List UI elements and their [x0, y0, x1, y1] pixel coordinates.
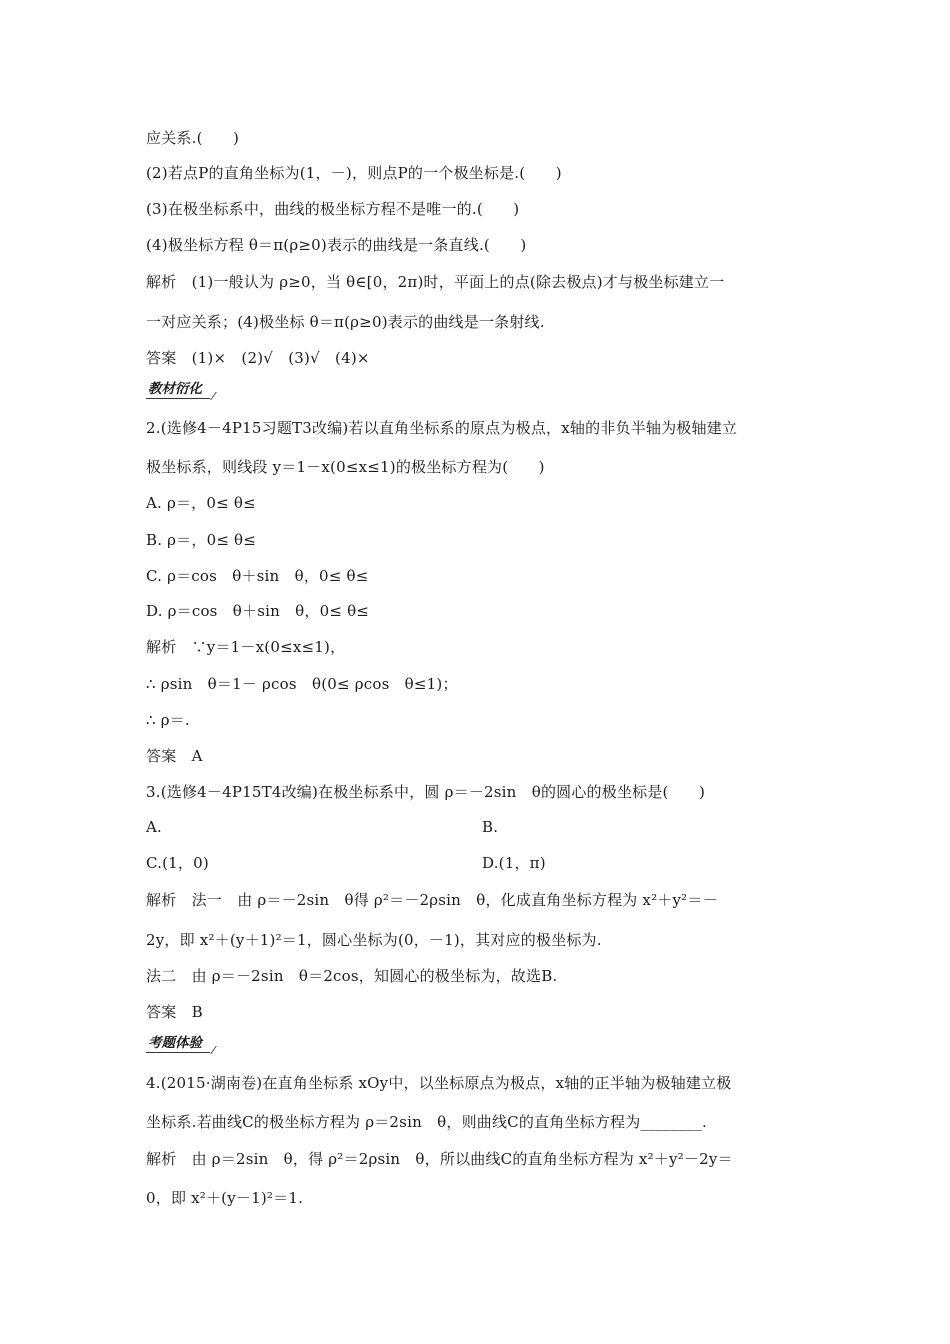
option-line: C. ρ＝cos θ＋sin θ，0≤ θ≤ — [146, 567, 369, 585]
section-tag-exam — [146, 1034, 204, 1054]
text-line: 法二 由 ρ＝－2sin θ＝2cos，知圆心的极坐标为，故选B. — [146, 967, 558, 985]
question-line: 极坐标系，则线段 y＝1－x(0≤x≤1)的极坐标方程为( ) — [146, 458, 545, 476]
option-b: B. — [482, 818, 499, 836]
text-line: 解析 法一 由 ρ＝－2sin θ得 ρ²＝－2ρsin θ，化成直角坐标方程为 x²＋y²＝－ — [146, 891, 718, 909]
option-d: D.(1，π) — [482, 854, 546, 872]
option-line: A. ρ＝，0≤ θ≤ — [146, 494, 256, 512]
option-a: A. — [146, 818, 163, 836]
section-tag-label: 考题体验 — [148, 1035, 202, 1051]
text-line: (4)极坐标方程 θ＝π(ρ≥0)表示的曲线是一条直线.( ) — [146, 236, 527, 254]
text-line: (3)在极坐标系中，曲线的极坐标方程不是唯一的.( ) — [146, 200, 520, 218]
tag-tick — [202, 1046, 217, 1054]
question-line: 3.(选修4－4P15T4改编)在极坐标系中，圆 ρ＝－2sin θ的圆心的极坐标是( ) — [146, 783, 706, 801]
text-line: 解析 由 ρ＝2sin θ，得 ρ²＝2ρsin θ，所以曲线C的直角坐标方程为 x²＋y²－2y＝ — [146, 1150, 733, 1168]
text-line: 2y，即 x²＋(y＋1)²＝1，圆心坐标为(0，－1)，其对应的极坐标为. — [146, 931, 602, 949]
text-line: ∴ ρsin θ＝1－ ρcos θ(0≤ ρcos θ≤1)； — [146, 675, 458, 693]
option-line: B. ρ＝，0≤ θ≤ — [146, 531, 257, 549]
text-line: 一对应关系；(4)极坐标 θ＝π(ρ≥0)表示的曲线是一条射线. — [146, 313, 545, 331]
text-line: (2)若点P的直角坐标为(1，－)，则点P的一个极坐标是.( ) — [146, 164, 562, 182]
text-line: 0，即 x²＋(y－1)²＝1. — [146, 1189, 304, 1207]
option-c: C.(1，0) — [146, 854, 209, 872]
tag-underline — [146, 396, 210, 399]
question-line: 2.(选修4－4P15习题T3改编)若以直角坐标系的原点为极点，x轴的非负半轴为极轴建立 — [146, 419, 738, 437]
text-line: 解析 (1)一般认为 ρ≥0，当 θ∈[0，2π)时，平面上的点(除去极点)才与极坐标建立一 — [146, 273, 725, 291]
text-line: 答案 (1)× (2)√ (3)√ (4)× — [146, 349, 370, 367]
option-line: D. ρ＝cos θ＋sin θ，0≤ θ≤ — [146, 602, 370, 620]
text-line: 应关系.( ) — [146, 129, 240, 147]
text-line: 答案 A — [146, 747, 203, 765]
text-line: 解析 ∵y＝1－x(0≤x≤1)， — [146, 638, 346, 656]
tag-underline — [146, 1050, 210, 1053]
question-line: 4.(2015·湖南卷)在直角坐标系 xOy中，以坐标原点为极点，x轴的正半轴为极轴建立极 — [146, 1074, 732, 1092]
question-line: 坐标系.若曲线C的极坐标方程为 ρ＝2sin θ，则曲线C的直角坐标方程为________. — [146, 1113, 708, 1131]
text-line: 答案 B — [146, 1003, 203, 1021]
text-line: ∴ ρ＝. — [146, 711, 190, 729]
section-tag-textbook — [146, 380, 204, 400]
section-tag-label: 教材衍化 — [148, 381, 202, 397]
tag-tick — [202, 392, 217, 400]
